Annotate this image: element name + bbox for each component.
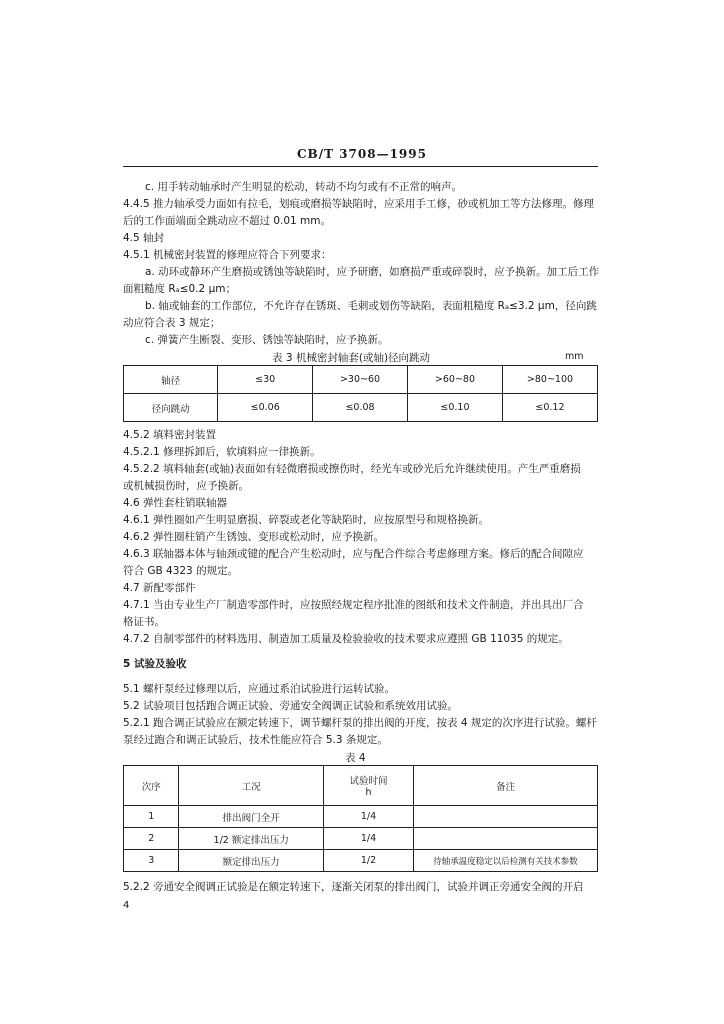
table-3-unit: mm [565,351,584,362]
section-heading: 4.7 新配零部件 [123,582,196,594]
paragraph-line: 符合 GB 4323 的规定。 [123,565,239,577]
table-cell [414,806,598,828]
paragraph-line: a. 动环或静环产生磨损或锈蚀等缺陷时，应予研磨，如磨损严重或碎裂时，应予换新。加工后工作 [145,266,600,278]
table-cell: ≤0.08 [313,394,408,422]
paragraph-line: 4.7.1 当由专业生产厂制造零部件时，应按照经规定程序批准的图纸和技术文件制造，并出具出厂合 [123,599,584,611]
paragraph-line: 5.2 试验项目包括跑合调正试验、旁通安全阀调正试验和系统效用试验。 [123,700,459,712]
standard-number-header: CB/T 3708—1995 [297,147,427,161]
table-row [124,828,598,850]
table-cell: 1/4 [323,828,413,850]
paragraph-line: 泵经过跑合和调正试验后，技术性能应符合 5.3 条规定。 [123,734,388,746]
paragraph-line: 4.5.2.1 修理拆卸后，软填料应一律换新。 [123,446,321,458]
paragraph-line: 5.2.2 旁通安全阀调正试验是在额定转速下，逐渐关闭泵的排出阀门，试验并调正旁通安全阀的开启 [123,881,584,893]
table-cell: 轴径 [124,366,218,394]
table-cell: 额定排出压力 [179,850,323,872]
table-cell: 1/4 [323,806,413,828]
table-cell [414,828,598,850]
table-row [124,394,598,422]
paragraph-line: 4.4.5 推力轴承受力面如有拉毛，划痕或磨损等缺陷时，应采用手工修，砂或机加工等方法修理。修理 [123,198,595,210]
table-row [124,806,598,828]
table-cell: 次序 [124,766,179,806]
paragraph-line: c. 用手转动轴承时产生明显的松动，转动不均匀或有不正常的响声。 [145,181,462,193]
time-header: 试验时间 [349,776,388,787]
table-cell: >80~100 [502,366,597,394]
paragraph-line: 4.6.1 弹性圈如产生明显磨损、碎裂或老化等缺陷时，应按原型号和规格换新。 [123,514,490,526]
table-cell: 2 [124,828,179,850]
table-cell: >60~80 [408,366,503,394]
page-number: 4 [123,900,130,911]
table-cell: ≤0.10 [408,394,503,422]
time-unit: h [365,787,372,798]
paragraph-line: 动应符合表 3 规定； [123,317,221,329]
paragraph-line: 4.6.2 弹性圈柱销产生锈蚀、变形或松动时，应予换新。 [123,531,385,543]
paragraph-line: c. 弹簧产生断裂、变形、锈蚀等缺陷时，应予换新。 [145,334,389,346]
chapter-heading: 5 试验及验收 [123,658,187,670]
table-cell: ≤30 [218,366,313,394]
table-cell: 1 [124,806,179,828]
paragraph-line: 面粗糙度 Rₐ≤0.2 μm； [123,283,236,295]
table-cell: ≤0.06 [218,394,313,422]
section-heading: 4.6 弹性套柱销联轴器 [123,497,228,509]
section-heading: 4.5 轴封 [123,232,165,244]
table-cell: 待轴承温度稳定以后检测有关技术参数 [414,850,598,872]
table-row [124,366,598,394]
paragraph-line: 4.6.3 联轴器本体与轴颈或键的配合产生松动时，应与配合件综合考虑修理方案。修后的配合间隙应 [123,548,584,560]
paragraph-line: 4.5.2.2 填料轴套(或轴)表面如有轻微磨损或擦伤时，经光车或砂光后允许继续使用。产生严重磨损 [123,463,581,475]
paragraph-line: 5.1 螺杆泵经过修理以后，应通过系泊试验进行运转试验。 [123,683,396,695]
table-3-caption: 表 3 机械密封轴套(或轴)径向跳动 [272,352,431,364]
section-heading: 4.5.2 填料密封装置 [123,429,217,441]
paragraph-line: 4.7.2 自制零部件的材料选用、制造加工质量及检验验收的技术要求应遵照 GB 11035 的规定。 [123,633,569,645]
paragraph-line: 或机械损伤时，应予换新。 [123,480,249,492]
paragraph-line: 5.2.1 跑合调正试验应在额定转速下，调节螺杆泵的排出阀的开度，按表 4 规定的次序进行试验。螺杆 [123,717,597,729]
paragraph-line: 4.5.1 机械密封装置的修理应符合下列要求： [123,249,332,261]
table-4 [123,765,598,872]
paragraph-line: b. 轴或轴套的工作部位，不允许存在锈斑、毛刺或划伤等缺陷，表面粗糙度 Rₐ≤3.2 μm，径向跳 [145,300,597,312]
table-cell: 3 [124,850,179,872]
table-cell: 工况 [179,766,323,806]
table-cell [323,766,413,806]
table-cell: 径向跳动 [124,394,218,422]
table-row [124,766,598,806]
table-cell: 备注 [414,766,598,806]
table-cell: ≤0.12 [502,394,597,422]
table-4-caption: 表 4 [345,752,366,764]
table-cell: 排出阀门全开 [179,806,323,828]
table-cell: 1/2 额定排出压力 [179,828,323,850]
header-rule [123,166,598,167]
paragraph-line: 后的工作面端面全跳动应不超过 0.01 mm。 [123,215,332,227]
table-cell: 1/2 [323,850,413,872]
paragraph-line: 格证书。 [123,616,165,628]
table-cell: >30~60 [313,366,408,394]
table-3 [123,365,598,422]
table-row [124,850,598,872]
